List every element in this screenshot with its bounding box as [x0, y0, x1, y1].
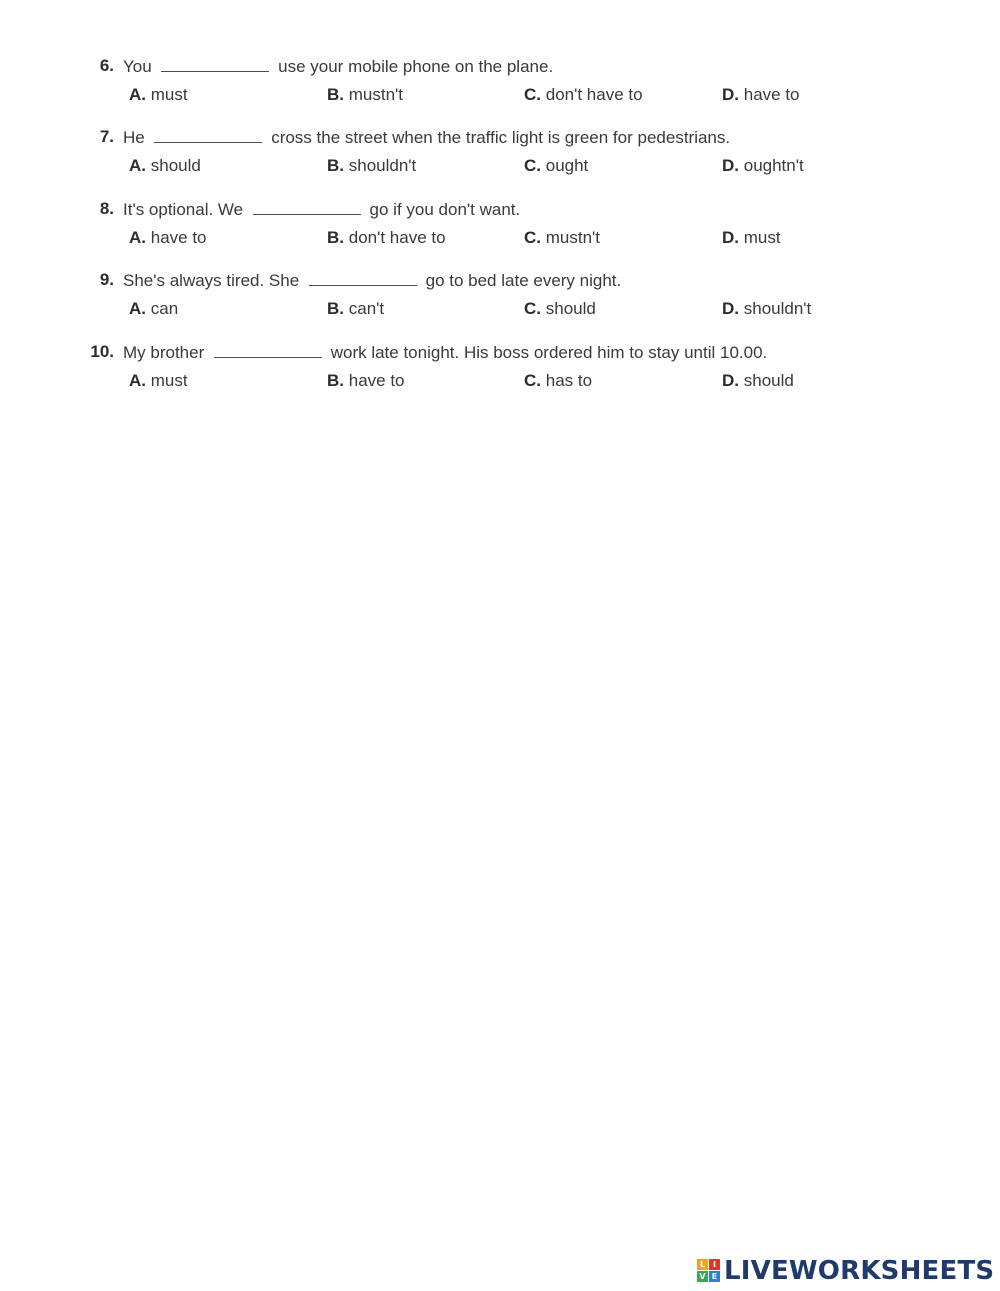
- option-a[interactable]: [129, 154, 201, 178]
- question-number: 7.: [99, 127, 114, 146]
- option-d[interactable]: [722, 297, 811, 321]
- option-text: should: [545, 299, 596, 318]
- question-7: [0, 125, 1000, 185]
- option-text: have to: [150, 228, 207, 247]
- options-row: [0, 154, 1000, 178]
- question-number: 8.: [99, 199, 114, 218]
- option-text: don't have to: [348, 228, 446, 247]
- option-text: shouldn't: [743, 299, 812, 318]
- option-a[interactable]: [129, 83, 188, 107]
- question-before-blank: He: [123, 128, 150, 147]
- option-b[interactable]: [327, 154, 416, 178]
- options-row: [0, 297, 1000, 321]
- option-letter: C.: [524, 156, 541, 175]
- option-letter: D.: [722, 299, 739, 318]
- question-before-blank: You: [123, 57, 157, 76]
- logo-mark-letter: I: [709, 1259, 720, 1270]
- question-9: [0, 268, 1000, 328]
- option-c[interactable]: [524, 297, 596, 321]
- option-a[interactable]: [129, 369, 188, 393]
- option-text: should: [743, 371, 794, 390]
- question-after-blank: use your mobile phone on the plane.: [273, 57, 554, 76]
- option-b[interactable]: [327, 83, 403, 107]
- option-d[interactable]: [722, 226, 781, 250]
- option-text: has to: [545, 371, 593, 390]
- option-text: must: [150, 371, 188, 390]
- answer-blank[interactable]: [214, 340, 322, 358]
- logo-text: LIVEWORKSHEETS: [724, 1256, 995, 1286]
- question-after-blank: go to bed late every night.: [420, 271, 622, 290]
- option-letter: B.: [327, 228, 344, 247]
- question-after-blank: work late tonight. His boss ordered him to stay until 10.00.: [325, 343, 768, 362]
- option-letter: A.: [129, 156, 146, 175]
- option-c[interactable]: [524, 226, 600, 250]
- option-letter: A.: [129, 299, 146, 318]
- options-row: [0, 83, 1000, 107]
- option-letter: A.: [129, 371, 146, 390]
- option-text: shouldn't: [348, 156, 417, 175]
- option-letter: B.: [327, 85, 344, 104]
- option-letter: C.: [524, 228, 541, 247]
- option-a[interactable]: [129, 297, 178, 321]
- option-b[interactable]: [327, 226, 446, 250]
- option-d[interactable]: [722, 154, 804, 178]
- option-c[interactable]: [524, 154, 588, 178]
- option-letter: B.: [327, 299, 344, 318]
- option-letter: B.: [327, 371, 344, 390]
- option-c[interactable]: [524, 369, 592, 393]
- liveworksheets-logo: [697, 1256, 994, 1286]
- option-letter: A.: [129, 85, 146, 104]
- option-text: ought: [545, 156, 589, 175]
- question-8: [0, 197, 1000, 257]
- question-after-blank: cross the street when the traffic light is green for pedestrians.: [266, 128, 731, 147]
- option-text: have to: [743, 85, 800, 104]
- logo-mark-letter: V: [697, 1271, 708, 1282]
- option-d[interactable]: [722, 83, 800, 107]
- question-10: [0, 340, 1000, 400]
- question-after-blank: go if you don't want.: [364, 200, 521, 219]
- option-letter: C.: [524, 371, 541, 390]
- option-text: must: [150, 85, 188, 104]
- option-text: can: [150, 299, 179, 318]
- question-before-blank: It's optional. We: [123, 200, 248, 219]
- options-row: [0, 369, 1000, 393]
- option-c[interactable]: [524, 83, 643, 107]
- option-text: have to: [348, 371, 405, 390]
- option-letter: C.: [524, 85, 541, 104]
- question-text: [123, 268, 621, 293]
- answer-blank[interactable]: [253, 197, 361, 215]
- question-text: [123, 197, 520, 222]
- option-letter: D.: [722, 371, 739, 390]
- question-6: [0, 54, 1000, 114]
- question-number: 6.: [99, 56, 114, 75]
- question-text: [123, 125, 730, 150]
- option-letter: A.: [129, 228, 146, 247]
- option-text: should: [150, 156, 201, 175]
- options-row: [0, 226, 1000, 250]
- logo-mark-letter: L: [697, 1259, 708, 1270]
- option-a[interactable]: [129, 226, 207, 250]
- question-number: 9.: [99, 270, 114, 289]
- answer-blank[interactable]: [161, 54, 269, 72]
- logo-mark-icon: [697, 1259, 721, 1283]
- logo-mark-letter: E: [709, 1271, 720, 1282]
- option-text: oughtn't: [743, 156, 804, 175]
- question-text: [123, 54, 553, 79]
- option-text: can't: [348, 299, 385, 318]
- option-letter: D.: [722, 228, 739, 247]
- option-letter: B.: [327, 156, 344, 175]
- answer-blank[interactable]: [154, 125, 262, 143]
- question-before-blank: She's always tired. She: [123, 271, 304, 290]
- option-b[interactable]: [327, 369, 405, 393]
- option-text: mustn't: [545, 228, 600, 247]
- option-letter: D.: [722, 85, 739, 104]
- question-before-blank: My brother: [123, 343, 209, 362]
- option-letter: C.: [524, 299, 541, 318]
- question-text: [123, 340, 767, 365]
- option-text: don't have to: [545, 85, 643, 104]
- option-b[interactable]: [327, 297, 384, 321]
- option-text: must: [743, 228, 781, 247]
- question-number: 10.: [90, 342, 114, 361]
- answer-blank[interactable]: [309, 268, 417, 286]
- option-letter: D.: [722, 156, 739, 175]
- option-d[interactable]: [722, 369, 794, 393]
- option-text: mustn't: [348, 85, 403, 104]
